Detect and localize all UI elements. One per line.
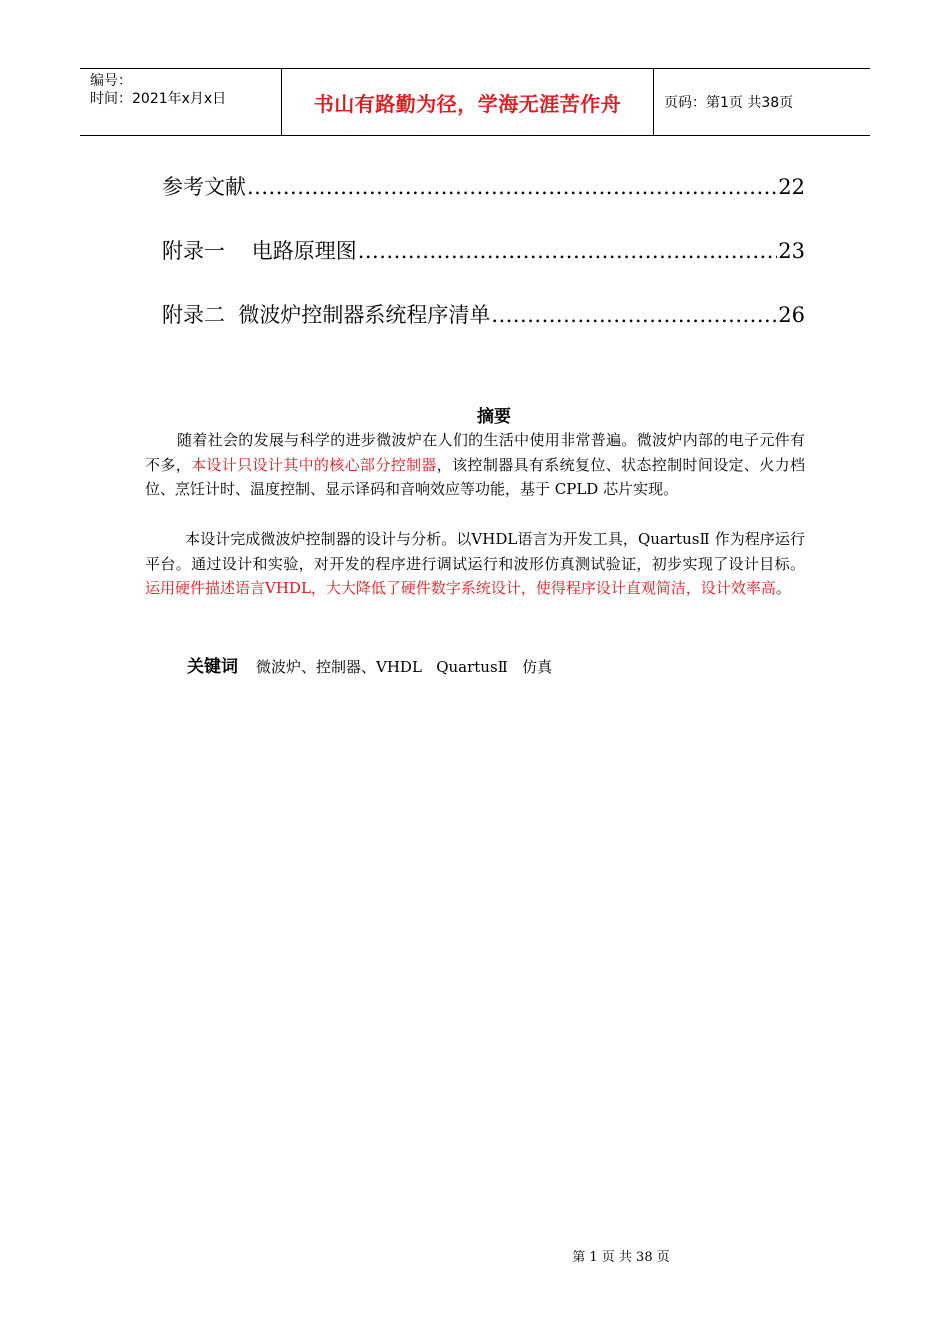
toc-leader [491,303,777,327]
highlighted-text: 运用硬件描述语言VHDL，大大降低了硬件数字系统设计，使得程序设计直观简洁，设计效率高 [145,579,776,597]
keywords-label: 关键词 [187,657,238,677]
date-line: 时间：2021年x月x日 [90,91,227,107]
header-meta [80,69,282,135]
abstract-title: 摘要 [477,407,511,427]
abstract-paragraph-1 [145,428,805,502]
header-motto-cell [282,69,654,135]
toc-leader [358,239,778,263]
toc-entry[interactable] [162,235,805,265]
number-label: 编号： [90,73,132,89]
abstract-text: ，该控制器具有系统复位、状态控制时间设定、火力档位、烹饪计时、温度控制、显示译码和音响效应等功能，基于 CPLD 芯片实现。 [145,455,805,498]
abstract-text: 随着社会的发展与科学的进步微波炉在人们的生活中使用非常普遍。微波炉内部的电子元件有不多， [145,431,805,474]
toc-title: 附录二 微波炉控制器系统程序清单 [162,303,491,327]
abstract-paragraph-2 [145,527,805,601]
toc-entry[interactable] [162,171,805,201]
toc-leader [247,175,777,199]
keywords-text: 微波炉、控制器、VHDL QuartusⅡ 仿真 [256,658,553,676]
page-header [80,68,870,136]
header-page-info: 页码：第1页 共38页 [664,95,794,111]
page-footer: 第 1 页 共 38 页 [572,1250,670,1265]
motto: 书山有路勤为径，学海无涯苦作舟 [313,91,622,116]
toc-title: 附录一 电路原理图 [162,239,357,263]
highlighted-text: 本设计只设计其中的核心部分控制器 [191,455,437,474]
abstract-text: 本设计完成微波炉控制器的设计与分析。以VHDL语言为开发工具，QuartusⅡ 作为程序运行平台。通过设计和实验，对开发的程序进行调试运行和波形仿真测试验证，初步实现了设计目标。 [145,530,805,573]
toc-page-number: 23 [778,239,805,263]
toc-entry[interactable] [162,299,805,329]
toc-title: 参考文献 [162,175,246,199]
toc-page-number: 26 [778,303,805,327]
toc-page-number: 22 [778,175,805,199]
keywords [187,652,552,677]
abstract-text: 。 [775,579,791,597]
